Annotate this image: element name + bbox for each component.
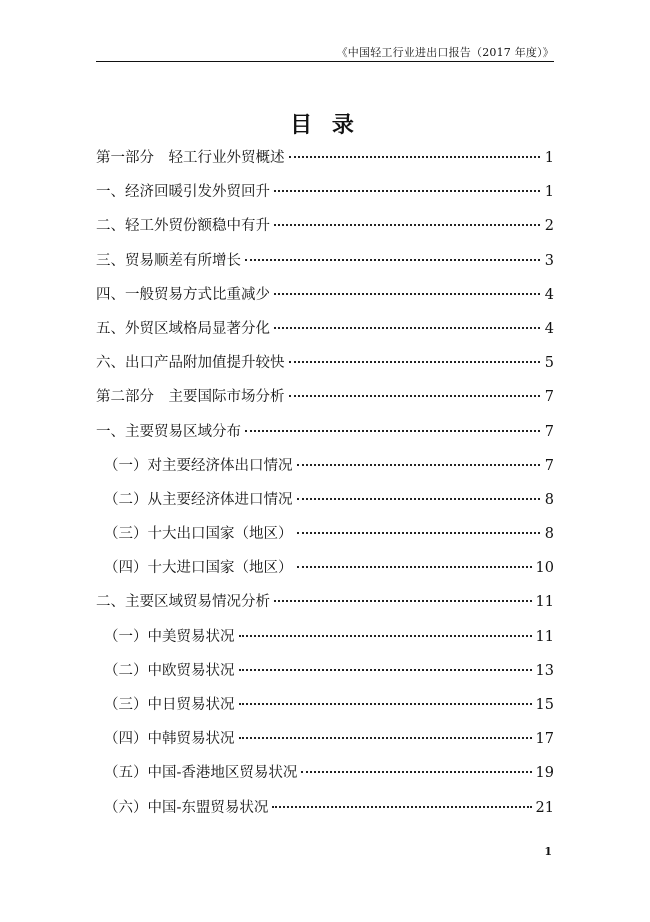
toc-entry-label: 一、主要贸易区域分布: [96, 423, 241, 440]
toc-entry-label: （一）中美贸易状况: [104, 628, 235, 645]
toc-entry[interactable]: [96, 214, 554, 248]
toc-leader-dots: [274, 224, 540, 226]
toc-entry-label: （五）中国-香港地区贸易状况: [104, 765, 298, 782]
toc-entry-label: 一、经济回暖引发外贸回升: [96, 184, 270, 201]
toc-entry[interactable]: [96, 796, 554, 830]
toc-entry[interactable]: [96, 249, 554, 283]
toc-entry-page: 11: [535, 628, 554, 645]
toc-leader-dots: [289, 156, 541, 158]
toc-leader-dots: [272, 806, 531, 808]
toc-entry[interactable]: [96, 761, 554, 795]
toc-entry-page: 7: [544, 389, 554, 406]
toc-leader-dots: [297, 566, 532, 568]
toc-leader-dots: [239, 635, 532, 637]
page-number: 1: [544, 845, 552, 858]
toc-entry[interactable]: [96, 488, 554, 522]
toc-entry-page: 4: [544, 320, 554, 337]
toc-leader-dots: [274, 190, 540, 192]
toc-entry-page: 15: [535, 697, 554, 713]
toc-leader-dots: [239, 737, 532, 739]
toc-entry[interactable]: [96, 317, 554, 351]
toc-entry[interactable]: [96, 556, 554, 590]
toc-entry-label: （二）中欧贸易状况: [104, 662, 235, 679]
toc-entry-page: 5: [544, 355, 554, 372]
toc-entry[interactable]: [96, 659, 554, 693]
toc-entry-label: 五、外贸区域格局显著分化: [96, 320, 270, 337]
toc-leader-dots: [297, 498, 541, 500]
toc-entry-page: 10: [535, 560, 554, 577]
toc-leader-dots: [274, 600, 532, 602]
toc-entry[interactable]: [96, 283, 554, 317]
header-divider: [96, 61, 554, 62]
running-header: 《中国轻工行业进出口报告（2017 年度）》: [336, 46, 554, 59]
toc-entry-page: 1: [544, 184, 554, 201]
toc-leader-dots: [301, 771, 531, 773]
toc-entry-label: 第一部分 轻工行业外贸概述: [96, 150, 285, 166]
toc-entry-page: 21: [535, 799, 554, 816]
table-of-contents: [96, 146, 554, 830]
toc-entry-page: 7: [544, 423, 554, 440]
toc-entry[interactable]: [96, 727, 554, 761]
toc-entry-label: 六、出口产品附加值提升较快: [96, 355, 285, 372]
toc-entry-page: 13: [535, 662, 554, 679]
toc-entry[interactable]: [96, 454, 554, 488]
toc-entry-page: 1: [544, 150, 554, 166]
toc-entry[interactable]: [96, 693, 554, 727]
toc-entry[interactable]: [96, 351, 554, 385]
toc-entry[interactable]: [96, 590, 554, 624]
toc-entry[interactable]: [96, 146, 554, 180]
toc-entry-label: 四、一般贸易方式比重减少: [96, 286, 270, 303]
toc-leader-dots: [274, 293, 540, 295]
toc-entry[interactable]: [96, 625, 554, 659]
toc-leader-dots: [297, 532, 541, 534]
toc-entry[interactable]: [96, 420, 554, 454]
toc-entry-label: （二）从主要经济体进口情况: [104, 491, 293, 508]
toc-entry-label: （三）十大出口国家（地区）: [104, 526, 293, 543]
toc-entry-label: （四）十大进口国家（地区）: [104, 560, 293, 577]
toc-entry-page: 8: [544, 491, 554, 508]
toc-entry[interactable]: [96, 180, 554, 214]
toc-entry-label: 三、贸易顺差有所增长: [96, 252, 241, 269]
toc-entry-label: （三）中日贸易状况: [104, 697, 235, 713]
toc-entry-label: 二、轻工外贸份额稳中有升: [96, 218, 270, 235]
toc-entry-label: （四）中韩贸易状况: [104, 731, 235, 748]
toc-leader-dots: [297, 464, 541, 466]
toc-entry[interactable]: [96, 522, 554, 556]
toc-leader-dots: [239, 703, 532, 705]
toc-entry-page: 4: [544, 286, 554, 303]
toc-entry-page: 3: [544, 252, 554, 269]
toc-leader-dots: [289, 361, 541, 363]
toc-entry-label: （一）对主要经济体出口情况: [104, 457, 293, 474]
toc-entry-page: 8: [544, 526, 554, 543]
toc-leader-dots: [274, 327, 540, 329]
toc-leader-dots: [245, 430, 540, 432]
toc-leader-dots: [245, 259, 540, 261]
page-title: 目 录: [290, 112, 360, 138]
toc-entry-page: 11: [535, 594, 554, 611]
toc-entry-label: （六）中国-东盟贸易状况: [104, 799, 269, 816]
toc-leader-dots: [239, 669, 532, 671]
toc-entry-page: 17: [535, 731, 554, 748]
toc-entry-label: 第二部分 主要国际市场分析: [96, 389, 285, 406]
toc-entry[interactable]: [96, 385, 554, 419]
toc-entry-page: 2: [544, 218, 554, 235]
toc-entry-page: 19: [535, 765, 554, 782]
toc-entry-label: 二、主要区域贸易情况分析: [96, 594, 270, 611]
toc-entry-page: 7: [544, 457, 554, 474]
toc-leader-dots: [289, 395, 541, 397]
